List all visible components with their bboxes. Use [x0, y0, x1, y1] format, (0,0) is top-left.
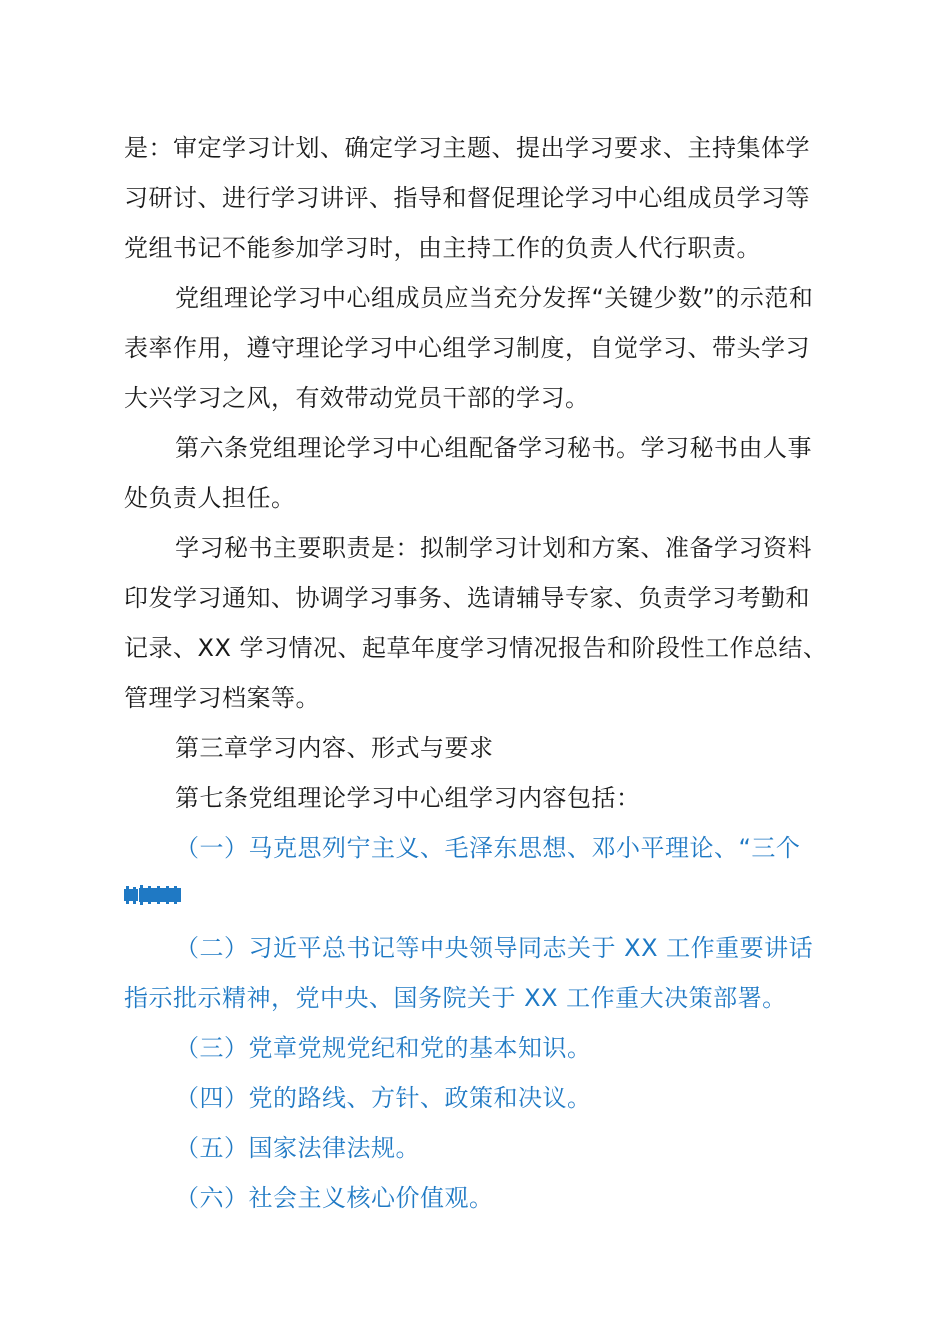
paragraph-line: 党组理论学习中心组成员应当充分发挥“关键少数”的示范和	[175, 284, 814, 312]
list-item-5: （五）国家法律法规。	[175, 1134, 420, 1162]
paragraph-line: 党组书记不能参加学习时，由主持工作的负责人代行职责。	[124, 234, 761, 262]
list-item-4: （四）党的路线、方针、政策和决议。	[175, 1084, 592, 1112]
paragraph-line: 表率作用，遵守理论学习中心组学习制度，自觉学习、带头学习	[124, 334, 810, 362]
list-item-2: （二）习近平总书记等中央领导同志关于 XX 工作重要讲话	[175, 934, 814, 962]
list-item-6: （六）社会主义核心价值观。	[175, 1184, 494, 1212]
paragraph-line: 印发学习通知、协调学习事务、选请辅导专家、负责学习考勤和	[124, 584, 810, 612]
paragraph-line: 记录、XX 学习情况、起草年度学习情况报告和阶段性工作总结、	[124, 634, 828, 662]
article-seven-line: 第七条党组理论学习中心组学习内容包括：	[175, 784, 641, 812]
list-item-2-continued: 指示批示精神，党中央、国务院关于 XX 工作重大决策部署。	[124, 984, 787, 1012]
paragraph-line: 大兴学习之风，有效带动党员干部的学习。	[124, 384, 590, 412]
garbled-text-smudge	[124, 880, 184, 910]
paragraph-line: 处负责人担任。	[124, 484, 296, 512]
paragraph-line: 习研讨、进行学习讲评、指导和督促理论学习中心组成员学习等	[124, 184, 810, 212]
list-item-1: （一）马克思列宁主义、毛泽东思想、邓小平理论、“三个	[175, 834, 801, 862]
paragraph-line: 学习秘书主要职责是：拟制学习计划和方案、准备学习资料	[175, 534, 812, 562]
paragraph-line: 是：审定学习计划、确定学习主题、提出学习要求、主持集体学	[124, 134, 810, 162]
paragraph-line: 管理学习档案等。	[124, 684, 320, 712]
chapter-heading: 第三章学习内容、形式与要求	[175, 734, 494, 762]
article-six-line: 第六条党组理论学习中心组配备学习秘书。学习秘书由人事	[175, 434, 812, 462]
list-item-3: （三）党章党规党纪和党的基本知识。	[175, 1034, 592, 1062]
